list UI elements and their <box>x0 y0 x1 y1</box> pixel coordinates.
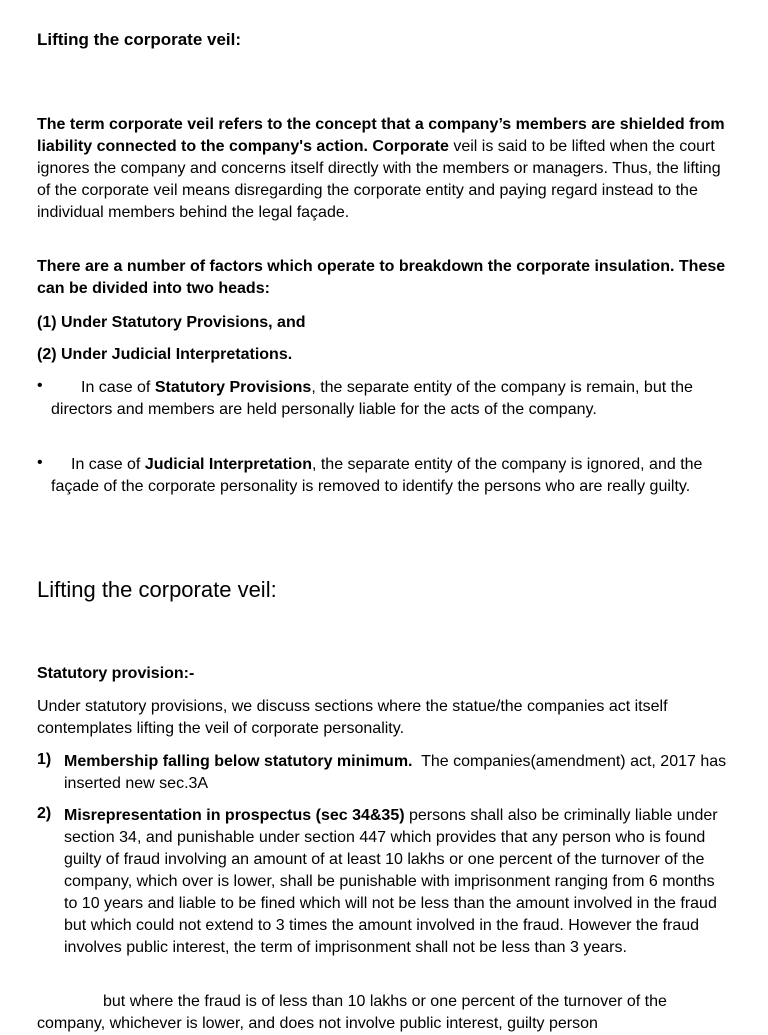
bullet-icon: • <box>37 454 43 471</box>
bullet-pre-text: In case of <box>71 456 145 473</box>
statutory-intro: Under statutory provisions, we discuss sections where the statue/the companies act itself contemplates lifting the veil of corporate personality. <box>37 698 668 737</box>
item-bold-text: Misrepresentation in prospectus (sec 34&35) <box>64 807 405 824</box>
bullet-item-statutory <box>37 377 732 421</box>
item-body-text: persons shall also be criminally liable under section 34, and punishable under section 447 which provides that any person who is found guilty of fraud involving an amount of at least 10 lakhs or one percent of the turnover of the company, which over is lower, shall be punishable with imprisonment ranging from 6 months to 10 years and liable to be fined which will not be less than the amount involved in the fraud but which could not extend to 3 times the amount involved in the fraud. However the fraud involves public interest, the term of imprisonment shall not be less than 3 years. <box>64 807 718 956</box>
factors-paragraph: There are a number of factors which operate to breakdown the corporate insulation. These can be divided into two heads: <box>37 258 726 297</box>
bullet-text <box>51 377 732 421</box>
item-text <box>64 805 732 959</box>
item-number: 1) <box>37 751 52 768</box>
item-bold-text: Membership falling below statutory minimum. <box>64 753 413 770</box>
bullet-bold-text: Statutory Provisions <box>154 379 312 396</box>
page-title: Lifting the corporate veil: <box>37 30 242 49</box>
heading-statutory: (1) Under Statutory Provisions, and <box>37 314 306 331</box>
intro-paragraph <box>37 114 732 224</box>
section-heading: Lifting the corporate veil: <box>37 577 277 602</box>
numbered-item-2 <box>37 805 732 959</box>
numbered-item-1 <box>37 751 732 795</box>
bullet-pre-text: In case of <box>81 379 155 396</box>
item-body-text: The companies(amendment) act, 2017 has inserted new sec.3A <box>64 753 731 792</box>
bullet-post-text: , the separate entity of the company is remain, but the directors and members are held personally liable for the acts of the company. <box>51 379 693 418</box>
bullet-text <box>51 454 732 498</box>
intro-text: veil is said to be lifted when the court ignores the company and concerns itself directly with the members or managers. Thus, the lifting of the corporate veil means disregarding the corporate entity and paying regard instead to the individual members behind the legal façade. <box>37 138 721 221</box>
bullet-item-judicial <box>37 454 732 498</box>
bullet-bold-text: Judicial Interpretation <box>144 456 312 473</box>
bullet-icon: • <box>37 377 43 394</box>
bullet-post-text: , the separate entity of the company is ignored, and the façade of the corporate personality is removed to identify the persons who are really guilty. <box>51 456 703 495</box>
item-number: 2) <box>37 805 52 822</box>
intro-bold-text: The term corporate veil refers to the concept that a company’s members are shielded from liability connected to the company's action. Corporate <box>37 116 725 155</box>
item-text <box>64 751 732 795</box>
continuation-paragraph <box>37 991 732 1035</box>
statutory-label: Statutory provision:- <box>37 665 195 682</box>
heading-judicial: (2) Under Judicial Interpretations. <box>37 346 293 363</box>
continuation-text: but where the fraud is of less than 10 lakhs or one percent of the turnover of the company, whichever is lower, and does not involve public interest, guilty person <box>37 993 667 1032</box>
